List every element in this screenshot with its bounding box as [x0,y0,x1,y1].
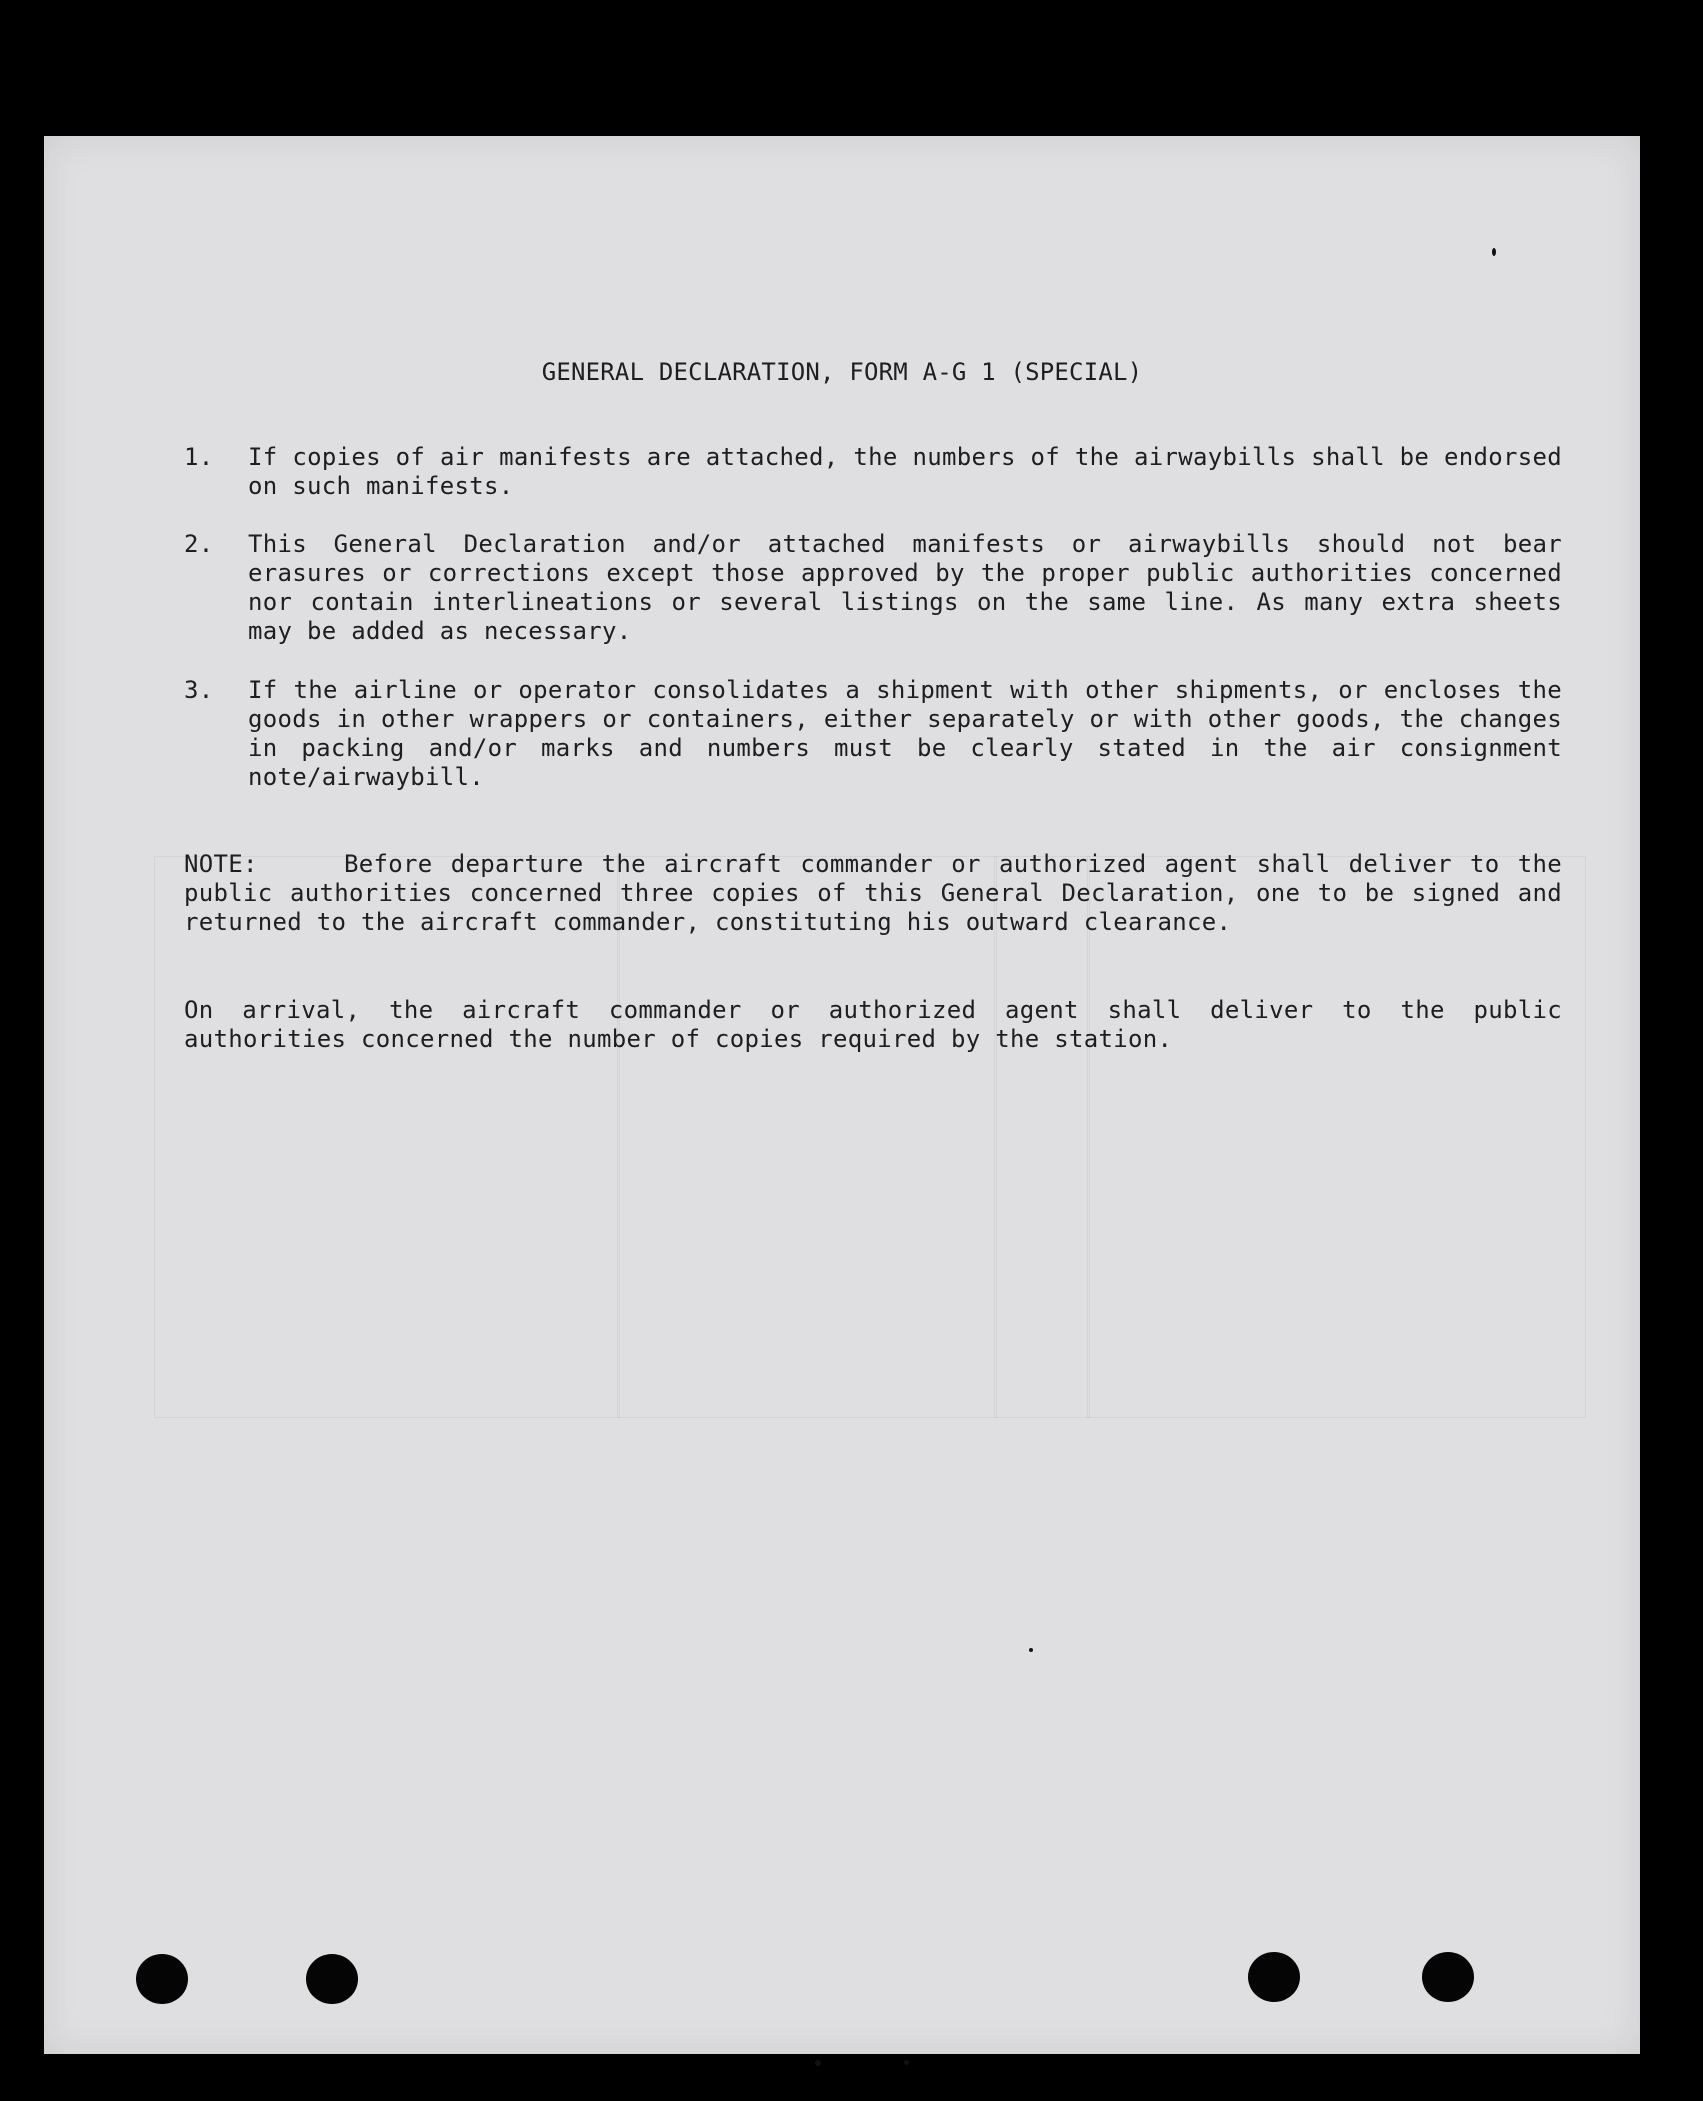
speck [904,2060,909,2065]
show-through-divider [1087,856,1090,1418]
punch-hole [1422,1952,1474,2002]
punch-hole [306,1954,358,2004]
item-number: 1. [184,443,214,471]
item-text: If the airline or operator consolidates a shipment with other shipments, or encloses the goods in other wrappers or containers, either separately or with other goods, the changes in packing and/or marks and numbers must be clearly stated in the air consignment note/airwaybill. [248,676,1562,791]
item-number: 3. [184,676,214,704]
show-through-box [154,856,1586,1418]
form-title: GENERAL DECLARATION, FORM A-G 1 (SPECIAL) [541,358,1143,386]
speck [815,2060,821,2066]
document-page [44,136,1640,2054]
punch-hole [1248,1952,1300,2002]
note-paragraph [184,850,1562,937]
arrival-paragraph: On arrival, the aircraft commander or authorized agent shall deliver to the public authorities concerned the number of copies required by the station. [184,996,1562,1053]
item-number: 2. [184,530,214,558]
speck [1029,1648,1033,1652]
note-label: NOTE: [184,850,258,878]
show-through-divider [617,856,620,1418]
note-text: Before departure the aircraft commander or authorized agent shall deliver to the public authorities concerned three copies of this General Declaration, one to be signed and returned to the aircraft commander, constituting his outward clearance. [184,850,1562,936]
punch-hole [136,1954,188,2004]
show-through-divider [994,856,997,1418]
speck [1492,248,1496,256]
item-text: If copies of air manifests are attached, the numbers of the airwaybills shall be endorsed on such manifests. [248,443,1562,500]
item-text: This General Declaration and/or attached manifests or airwaybills should not bear erasures or corrections except those approved by the proper public authorities concerned nor contain interlineations or several listings on the same line. As many extra sheets may be added as necessary. [248,530,1562,645]
